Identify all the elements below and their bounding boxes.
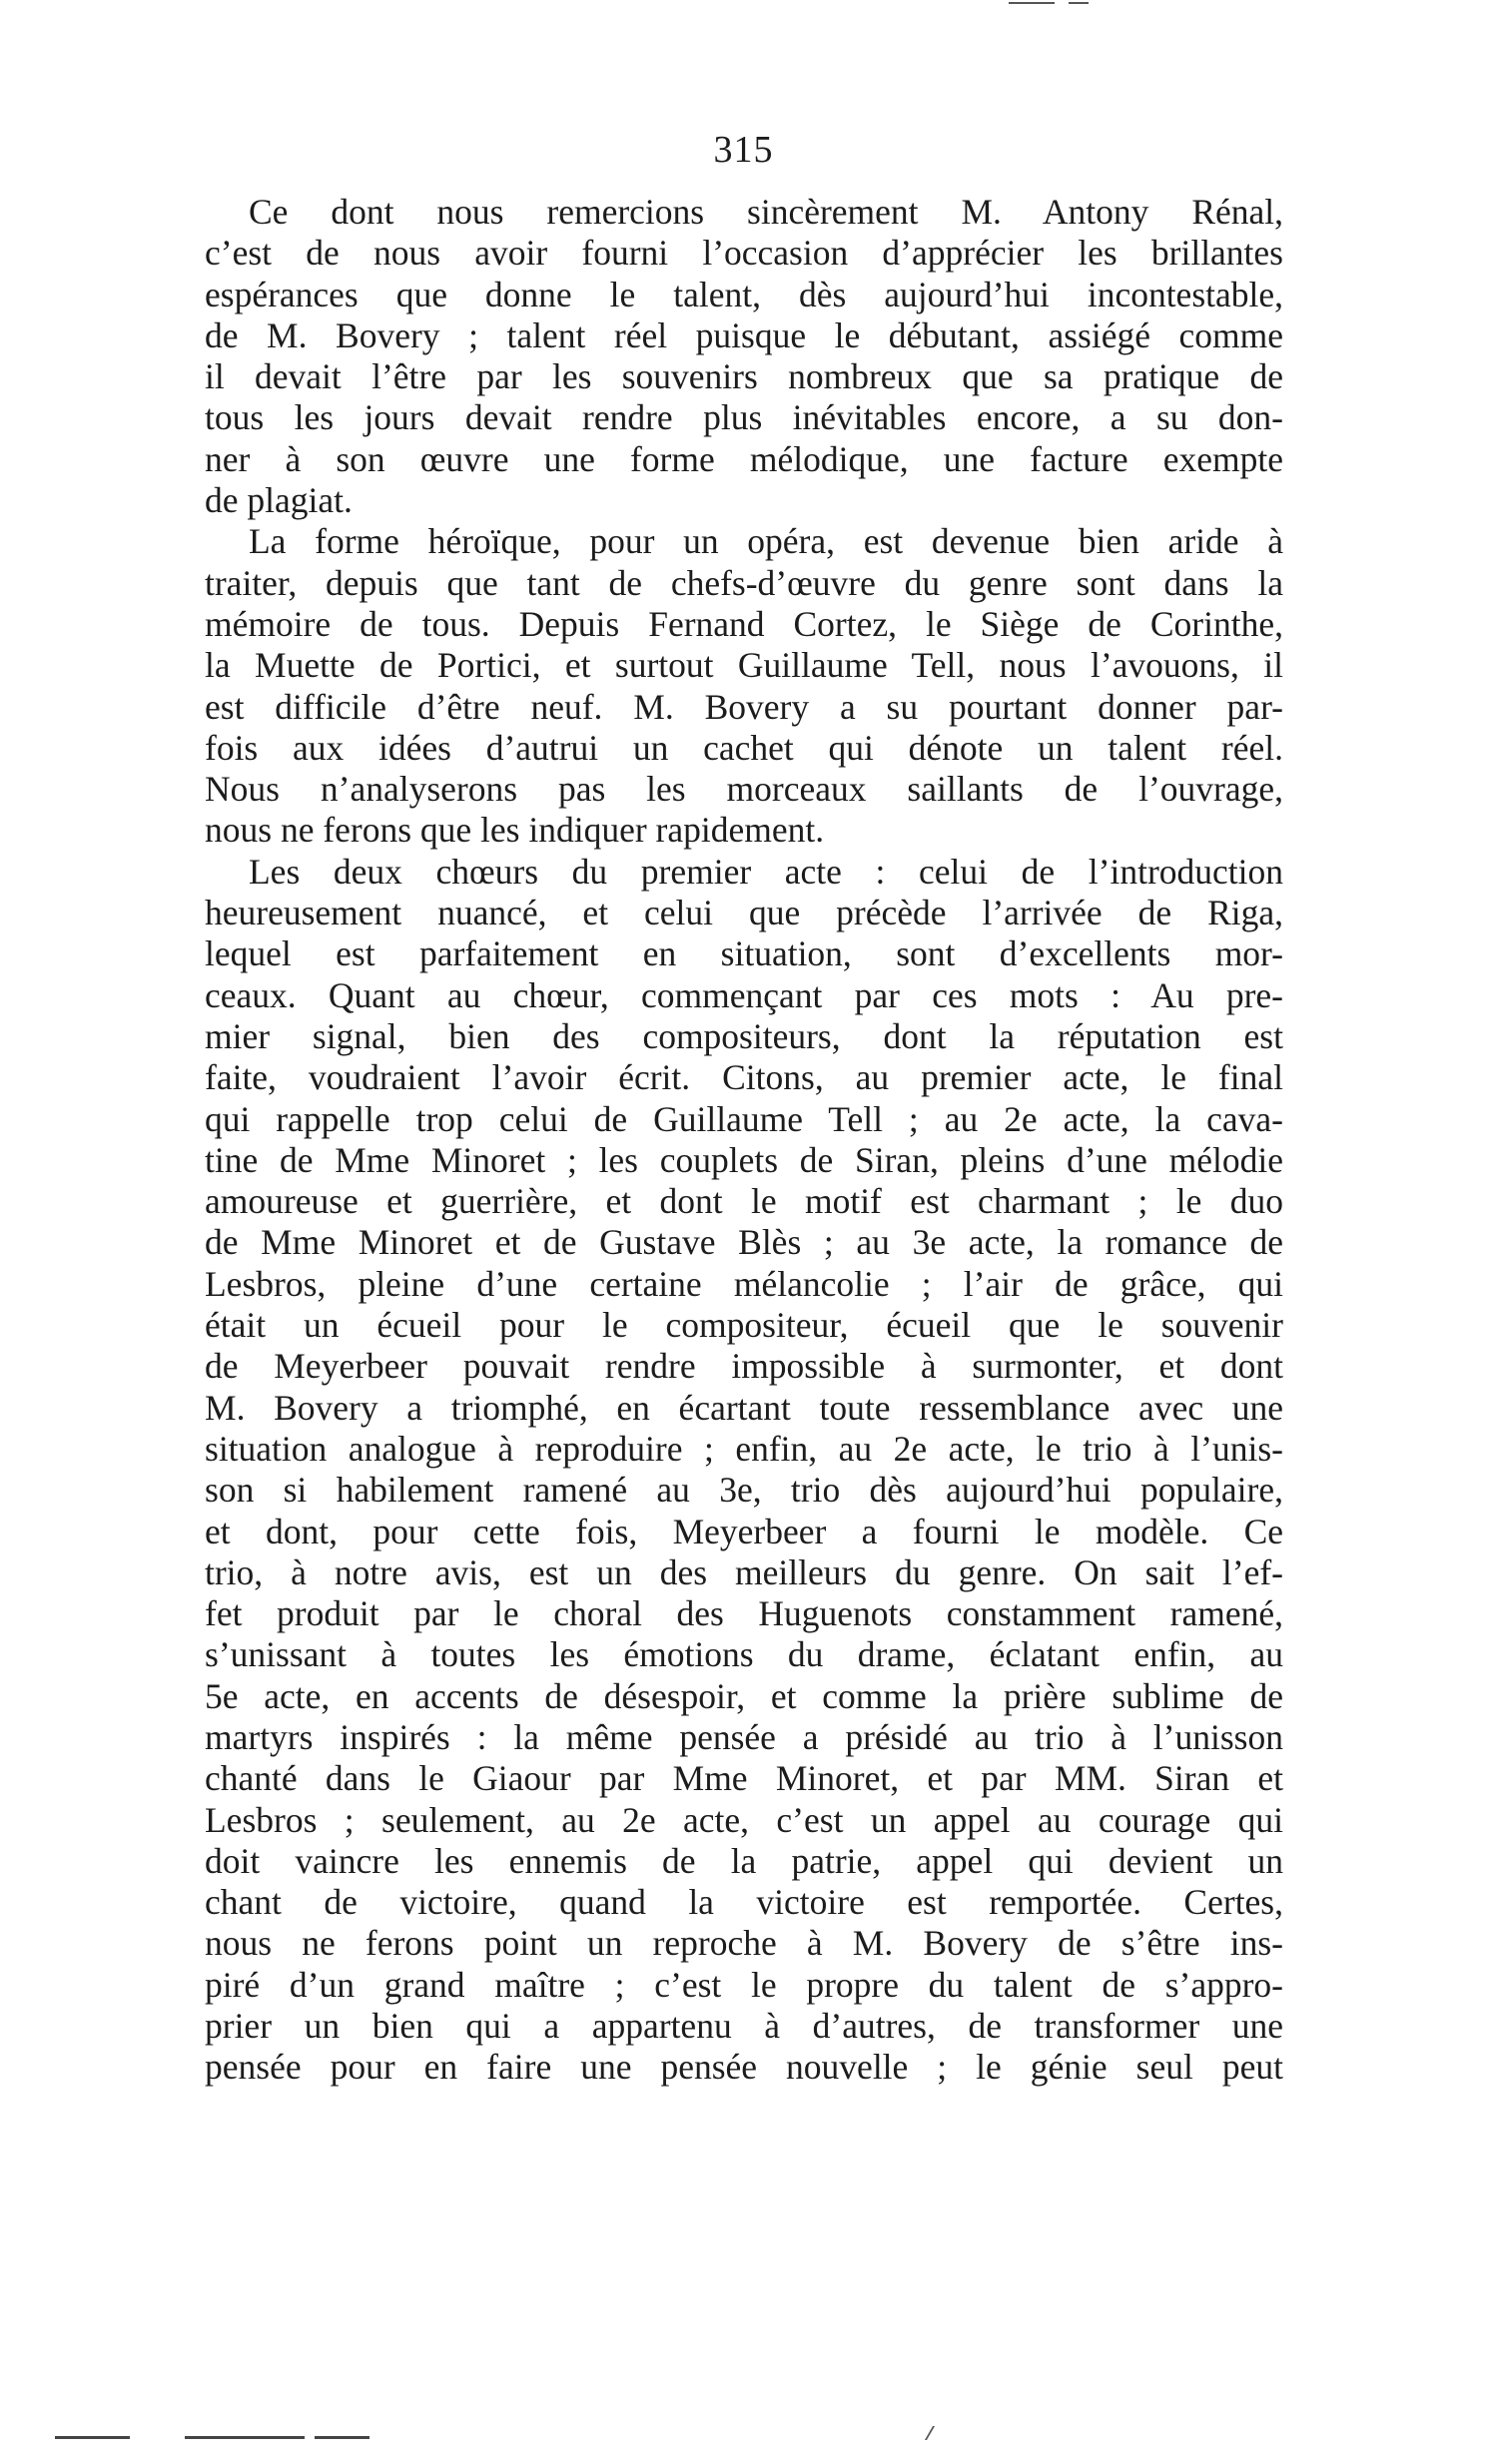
text-line: il devait l’être par les souvenirs nombreux que sa pratique de bbox=[205, 356, 1283, 397]
scan-mark bbox=[1069, 2, 1089, 4]
text-line: Lesbros ; seulement, au 2e acte, c’est un appel au courage qui bbox=[205, 1799, 1283, 1840]
text-line: pensée pour en faire une pensée nouvelle ; le génie seul peut bbox=[205, 2047, 1283, 2088]
text-line: M. Bovery a triomphé, en écartant toute ressemblance avec une bbox=[205, 1387, 1283, 1428]
text-line: lequel est parfaitement en situation, sont d’excellents mor- bbox=[205, 933, 1283, 974]
text-line: espérances que donne le talent, dès aujourd’hui incontestable, bbox=[205, 274, 1283, 314]
text-line: de plagiat. bbox=[205, 480, 353, 521]
text-line: c’est de nous avoir fourni l’occasion d’apprécier les brillantes bbox=[205, 233, 1283, 274]
text-line: s’unissant à toutes les émotions du drame, éclatant enfin, au bbox=[205, 1634, 1283, 1675]
text-line: son si habilement ramené au 3e, trio dès aujourd’hui populaire, bbox=[205, 1470, 1283, 1511]
text-line: nous ne ferons que les indiquer rapidement. bbox=[205, 810, 825, 851]
footer-rule bbox=[185, 2436, 305, 2439]
text-line: qui rappelle trop celui de Guillaume Tell ; au 2e acte, la cava- bbox=[205, 1098, 1283, 1139]
footer-rule bbox=[315, 2436, 370, 2439]
text-line: était un écueil pour le compositeur, écueil que le souvenir bbox=[205, 1305, 1283, 1346]
page-number: 315 bbox=[713, 129, 774, 171]
text-line: faite, voudraient l’avoir écrit. Citons, au premier acte, le final bbox=[205, 1057, 1283, 1098]
text-line: tine de Mme Minoret ; les couplets de Siran, pleins d’une mélodie bbox=[205, 1139, 1283, 1180]
text-line: et dont, pour cette fois, Meyerbeer a fourni le modèle. Ce bbox=[205, 1511, 1283, 1551]
text-line: mémoire de tous. Depuis Fernand Cortez, le Siège de Corinthe, bbox=[205, 603, 1283, 644]
text-line: fet produit par le choral des Huguenots constamment ramené, bbox=[205, 1593, 1283, 1634]
text-line: trio, à notre avis, est un des meilleurs du genre. On sait l’ef- bbox=[205, 1551, 1283, 1592]
text-line: est difficile d’être neuf. M. Bovery a su pourtant donner par- bbox=[205, 686, 1283, 727]
body-text bbox=[205, 192, 1283, 2089]
text-line: chant de victoire, quand la victoire est remportée. Certes, bbox=[205, 1882, 1283, 1923]
text-line: La forme héroïque, pour un opéra, est devenue bien aride à bbox=[249, 521, 1283, 562]
text-line: doit vaincre les ennemis de la patrie, appel qui devient un bbox=[205, 1840, 1283, 1881]
text-line: de Meyerbeer pouvait rendre impossible à surmonter, et dont bbox=[205, 1346, 1283, 1387]
text-line: la Muette de Portici, et surtout Guillaume Tell, nous l’avouons, il bbox=[205, 645, 1283, 686]
text-line: prier un bien qui a appartenu à d’autres, de transformer une bbox=[205, 2006, 1283, 2047]
text-line: situation analogue à reproduire ; enfin, au 2e acte, le trio à l’unis- bbox=[205, 1428, 1283, 1469]
text-line: chanté dans le Giaour par Mme Minoret, et par MM. Siran et bbox=[205, 1758, 1283, 1799]
text-line: 5e acte, en accents de désespoir, et comme la prière sublime de bbox=[205, 1675, 1283, 1716]
text-line: Nous n’analyserons pas les morceaux saillants de l’ouvrage, bbox=[205, 769, 1283, 810]
text-line: martyrs inspirés : la même pensée a présidé au trio à l’unisson bbox=[205, 1716, 1283, 1757]
text-line: de Mme Minoret et de Gustave Blès ; au 3e acte, la romance de bbox=[205, 1222, 1283, 1263]
text-line: traiter, depuis que tant de chefs-d’œuvre du genre sont dans la bbox=[205, 562, 1283, 603]
text-line: nous ne ferons point un reproche à M. Bovery de s’être ins- bbox=[205, 1923, 1283, 1964]
text-line: ceaux. Quant au chœur, commençant par ces mots : Au pre- bbox=[205, 974, 1283, 1015]
text-line: de M. Bovery ; talent réel puisque le débutant, assiégé comme bbox=[205, 314, 1283, 355]
text-line: amoureuse et guerrière, et dont le motif est charmant ; le duo bbox=[205, 1181, 1283, 1222]
text-line: piré d’un grand maître ; c’est le propre du talent de s’appro- bbox=[205, 1964, 1283, 2005]
text-line: Ce dont nous remercions sincèrement M. Antony Rénal, bbox=[249, 192, 1283, 232]
text-line: tous les jours devait rendre plus inévitables encore, a su don- bbox=[205, 397, 1283, 438]
footer-mark bbox=[925, 2426, 945, 2440]
scan-mark bbox=[1009, 2, 1055, 4]
text-line: Lesbros, pleine d’une certaine mélancolie ; l’air de grâce, qui bbox=[205, 1263, 1283, 1304]
text-line: Les deux chœurs du premier acte : celui de l’introduction bbox=[249, 851, 1283, 892]
footer-rule bbox=[55, 2436, 130, 2439]
text-line: ner à son œuvre une forme mélodique, une facture exempte bbox=[205, 438, 1283, 479]
text-line: mier signal, bien des compositeurs, dont la réputation est bbox=[205, 1015, 1283, 1056]
text-line: heureusement nuancé, et celui que précède l’arrivée de Riga, bbox=[205, 893, 1283, 933]
text-line: fois aux idées d’autrui un cachet qui dénote un talent réel. bbox=[205, 727, 1283, 768]
